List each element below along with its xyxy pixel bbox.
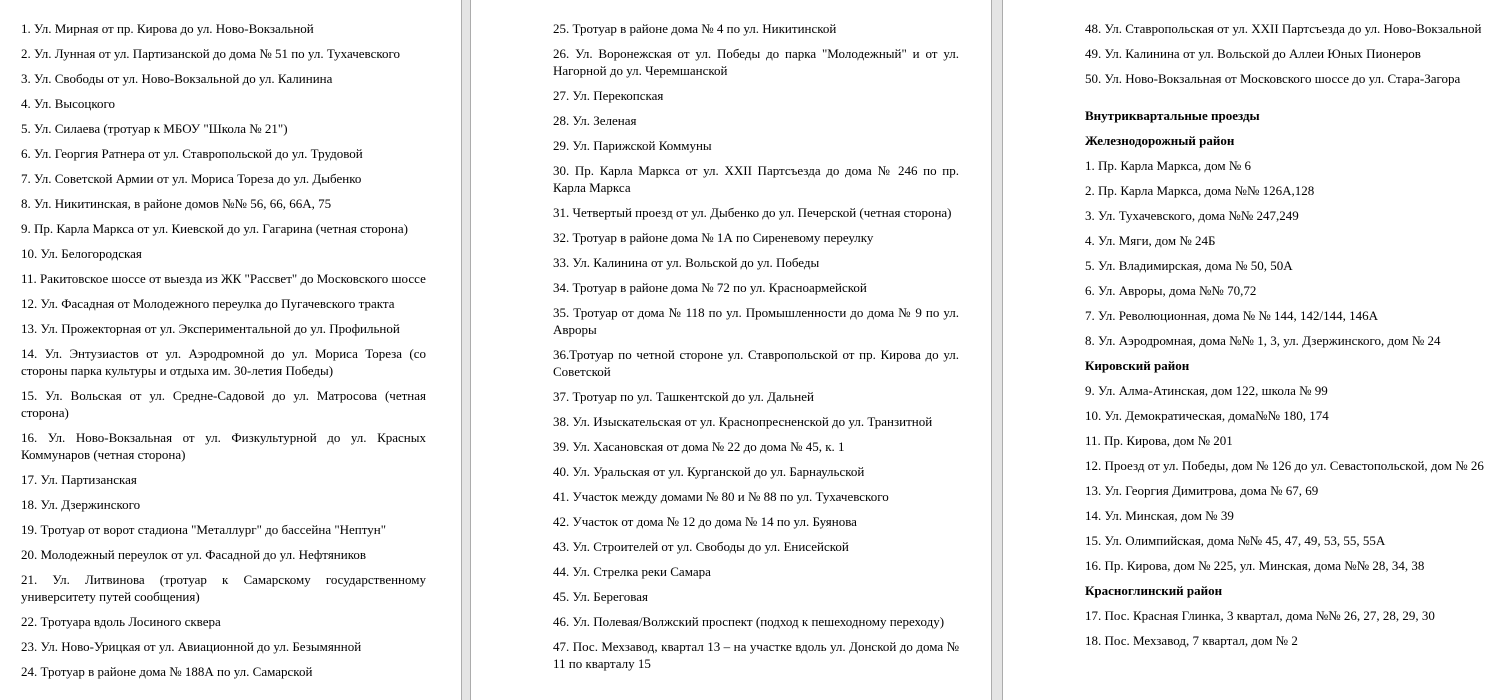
list-item: 38. Ул. Изыскательская от ул. Краснопресненской до ул. Транзитной bbox=[553, 414, 933, 429]
list-item: 26. Ул. Воронежская от ул. Победы до парка "Молодежный" и от ул. Нагорной до ул. Черемшанской bbox=[553, 46, 959, 78]
list-item: 30. Пр. Карла Маркса от ул. XXII Партсъезда до дома № 246 по пр. Карла Маркса bbox=[553, 163, 959, 195]
list-item: 5. Ул. Владимирская, дома № 50, 50А bbox=[1085, 258, 1293, 273]
list-item: 31. Четвертый проезд от ул. Дыбенко до ул. Печерской (четная сторона) bbox=[553, 205, 952, 220]
list-item: 36.Тротуар по четной стороне ул. Ставропольской от пр. Кирова до ул. Советской bbox=[553, 347, 959, 379]
list-item: 15. Ул. Олимпийская, дома №№ 45, 47, 49, 53, 55, 55А bbox=[1085, 533, 1386, 548]
list-item: 3. Ул. Свободы от ул. Ново-Вокзальной до ул. Калинина bbox=[21, 71, 333, 86]
list-item: 18. Пос. Мехзавод, 7 квартал, дом № 2 bbox=[1085, 633, 1298, 648]
list-item: 24. Тротуар в районе дома № 188А по ул. Самарской bbox=[21, 664, 313, 679]
list-item: 19. Тротуар от ворот стадиона "Металлург" до бассейна "Нептун" bbox=[21, 522, 387, 537]
list-item: 22. Тротуара вдоль Лосиного сквера bbox=[21, 614, 221, 629]
list-item: 4. Ул. Мяги, дом № 24Б bbox=[1085, 233, 1216, 248]
list-item: 10. Ул. Демократическая, дома№№ 180, 174 bbox=[1085, 408, 1329, 423]
list-item: 5. Ул. Силаева (тротуар к МБОУ "Школа № 21") bbox=[21, 121, 288, 136]
list-item: 40. Ул. Уральская от ул. Курганской до ул. Барнаульской bbox=[553, 464, 865, 479]
list-item: 41. Участок между домами № 80 и № 88 по ул. Тухачевского bbox=[553, 489, 889, 504]
list-item: 7. Ул. Революционная, дома № № 144, 142/144, 146А bbox=[1085, 308, 1379, 323]
page-1-text bbox=[21, 20, 426, 680]
list-item: 15. Ул. Вольская от ул. Средне-Садовой до ул. Матросова (четная сторона) bbox=[21, 388, 426, 420]
list-item: 17. Пос. Красная Глинка, 3 квартал, дома №№ 26, 27, 28, 29, 30 bbox=[1085, 608, 1435, 623]
document-page-1 bbox=[0, 0, 461, 700]
list-item: 33. Ул. Калинина от ул. Вольской до ул. Победы bbox=[553, 255, 820, 270]
section-heading: Кировский район bbox=[1085, 358, 1190, 373]
list-item: 14. Ул. Минская, дом № 39 bbox=[1085, 508, 1234, 523]
list-item: 13. Ул. Георгия Димитрова, дома № 67, 69 bbox=[1085, 483, 1319, 498]
list-item: 39. Ул. Хасановская от дома № 22 до дома № 45, к. 1 bbox=[553, 439, 845, 454]
list-item: 6. Ул. Авроры, дома №№ 70,72 bbox=[1085, 283, 1257, 298]
list-item: 27. Ул. Перекопская bbox=[553, 88, 664, 103]
list-item: 47. Пос. Мехзавод, квартал 13 – на участке вдоль ул. Донской до дома № 11 по кварталу 15 bbox=[553, 639, 959, 671]
list-item: 45. Ул. Береговая bbox=[553, 589, 648, 604]
list-item: 14. Ул. Энтузиастов от ул. Аэродромной до ул. Мориса Тореза (со стороны парка культуры и отдыха им. 30-летия Победы) bbox=[21, 346, 426, 378]
list-item: 7. Ул. Советской Армии от ул. Мориса Тореза до ул. Дыбенко bbox=[21, 171, 362, 186]
list-item: 29. Ул. Парижской Коммуны bbox=[553, 138, 712, 153]
list-item: 13. Ул. Прожекторная от ул. Экспериментальной до ул. Профильной bbox=[21, 321, 400, 336]
list-item: 2. Ул. Лунная от ул. Партизанской до дома № 51 по ул. Тухачевского bbox=[21, 46, 401, 61]
page-3-text bbox=[1085, 20, 1493, 649]
list-item: 17. Ул. Партизанская bbox=[21, 472, 137, 487]
list-item: 9. Пр. Карла Маркса от ул. Киевской до ул. Гагарина (четная сторона) bbox=[21, 221, 408, 236]
list-item: 1. Ул. Мирная от пр. Кирова до ул. Ново-Вокзальной bbox=[21, 21, 314, 36]
document-page-3 bbox=[1003, 0, 1493, 700]
list-item: 2. Пр. Карла Маркса, дома №№ 126А,128 bbox=[1085, 183, 1315, 198]
list-item: 6. Ул. Георгия Ратнера от ул. Ставропольской до ул. Трудовой bbox=[21, 146, 363, 161]
list-item: 10. Ул. Белогородская bbox=[21, 246, 142, 261]
list-item: 32. Тротуар в районе дома № 1А по Сиреневому переулку bbox=[553, 230, 874, 245]
section-heading: Красноглинский район bbox=[1085, 583, 1223, 598]
section-heading: Железнодорожный район bbox=[1085, 133, 1235, 148]
list-item: 8. Ул. Никитинская, в районе домов №№ 56, 66, 66А, 75 bbox=[21, 196, 332, 211]
page-gutter-2 bbox=[991, 0, 1003, 700]
list-item: 49. Ул. Калинина от ул. Вольской до Аллеи Юных Пионеров bbox=[1085, 46, 1421, 61]
list-item: 12. Проезд от ул. Победы, дом № 126 до ул. Севастопольской, дом № 26 bbox=[1085, 458, 1484, 473]
list-item: 25. Тротуар в районе дома № 4 по ул. Никитинской bbox=[553, 21, 837, 36]
list-item: 11. Ракитовское шоссе от выезда из ЖК "Рассвет" до Московского шоссе bbox=[21, 271, 426, 286]
list-item: 35. Тротуар от дома № 118 по ул. Промышленности до дома № 9 по ул. Авроры bbox=[553, 305, 959, 337]
list-item: 50. Ул. Ново-Вокзальная от Московского шоссе до ул. Стара-Загора bbox=[1085, 71, 1461, 86]
list-item: 3. Ул. Тухачевского, дома №№ 247,249 bbox=[1085, 208, 1299, 223]
page-2-text bbox=[553, 20, 959, 672]
page-gutter-1 bbox=[461, 0, 471, 700]
list-item: 1. Пр. Карла Маркса, дом № 6 bbox=[1085, 158, 1252, 173]
list-item: 18. Ул. Дзержинского bbox=[21, 497, 141, 512]
list-item: 16. Ул. Ново-Вокзальная от ул. Физкультурной до ул. Красных Коммунаров (четная сторона) bbox=[21, 430, 426, 462]
list-item: 43. Ул. Строителей от ул. Свободы до ул. Енисейской bbox=[553, 539, 849, 554]
list-item: 11. Пр. Кирова, дом № 201 bbox=[1085, 433, 1233, 448]
list-item: 12. Ул. Фасадная от Молодежного переулка до Пугачевского тракта bbox=[21, 296, 395, 311]
list-item: 37. Тротуар по ул. Ташкентской до ул. Дальней bbox=[553, 389, 814, 404]
list-item: 44. Ул. Стрелка реки Самара bbox=[553, 564, 711, 579]
list-item: 20. Молодежный переулок от ул. Фасадной до ул. Нефтяников bbox=[21, 547, 367, 562]
section-heading: Внутриквартальные проезды bbox=[1085, 108, 1260, 123]
list-item: 4. Ул. Высоцкого bbox=[21, 96, 116, 111]
list-item: 42. Участок от дома № 12 до дома № 14 по ул. Буянова bbox=[553, 514, 857, 529]
list-item: 9. Ул. Алма-Атинская, дом 122, школа № 99 bbox=[1085, 383, 1328, 398]
list-item: 28. Ул. Зеленая bbox=[553, 113, 637, 128]
list-item: 16. Пр. Кирова, дом № 225, ул. Минская, дома №№ 28, 34, 38 bbox=[1085, 558, 1425, 573]
list-item: 23. Ул. Ново-Урицкая от ул. Авиационной до ул. Безымянной bbox=[21, 639, 362, 654]
list-item: 21. Ул. Литвинова (тротуар к Самарскому государственному университету путей сообщения) bbox=[21, 572, 426, 604]
list-item: 48. Ул. Ставропольская от ул. XXII Партсъезда до ул. Ново-Вокзальной bbox=[1085, 21, 1482, 36]
list-item: 8. Ул. Аэродромная, дома №№ 1, 3, ул. Дзержинского, дом № 24 bbox=[1085, 333, 1441, 348]
list-item: 46. Ул. Полевая/Волжский проспект (подход к пешеходному переходу) bbox=[553, 614, 945, 629]
document-page-2 bbox=[471, 0, 991, 700]
list-item: 34. Тротуар в районе дома № 72 по ул. Красноармейской bbox=[553, 280, 867, 295]
